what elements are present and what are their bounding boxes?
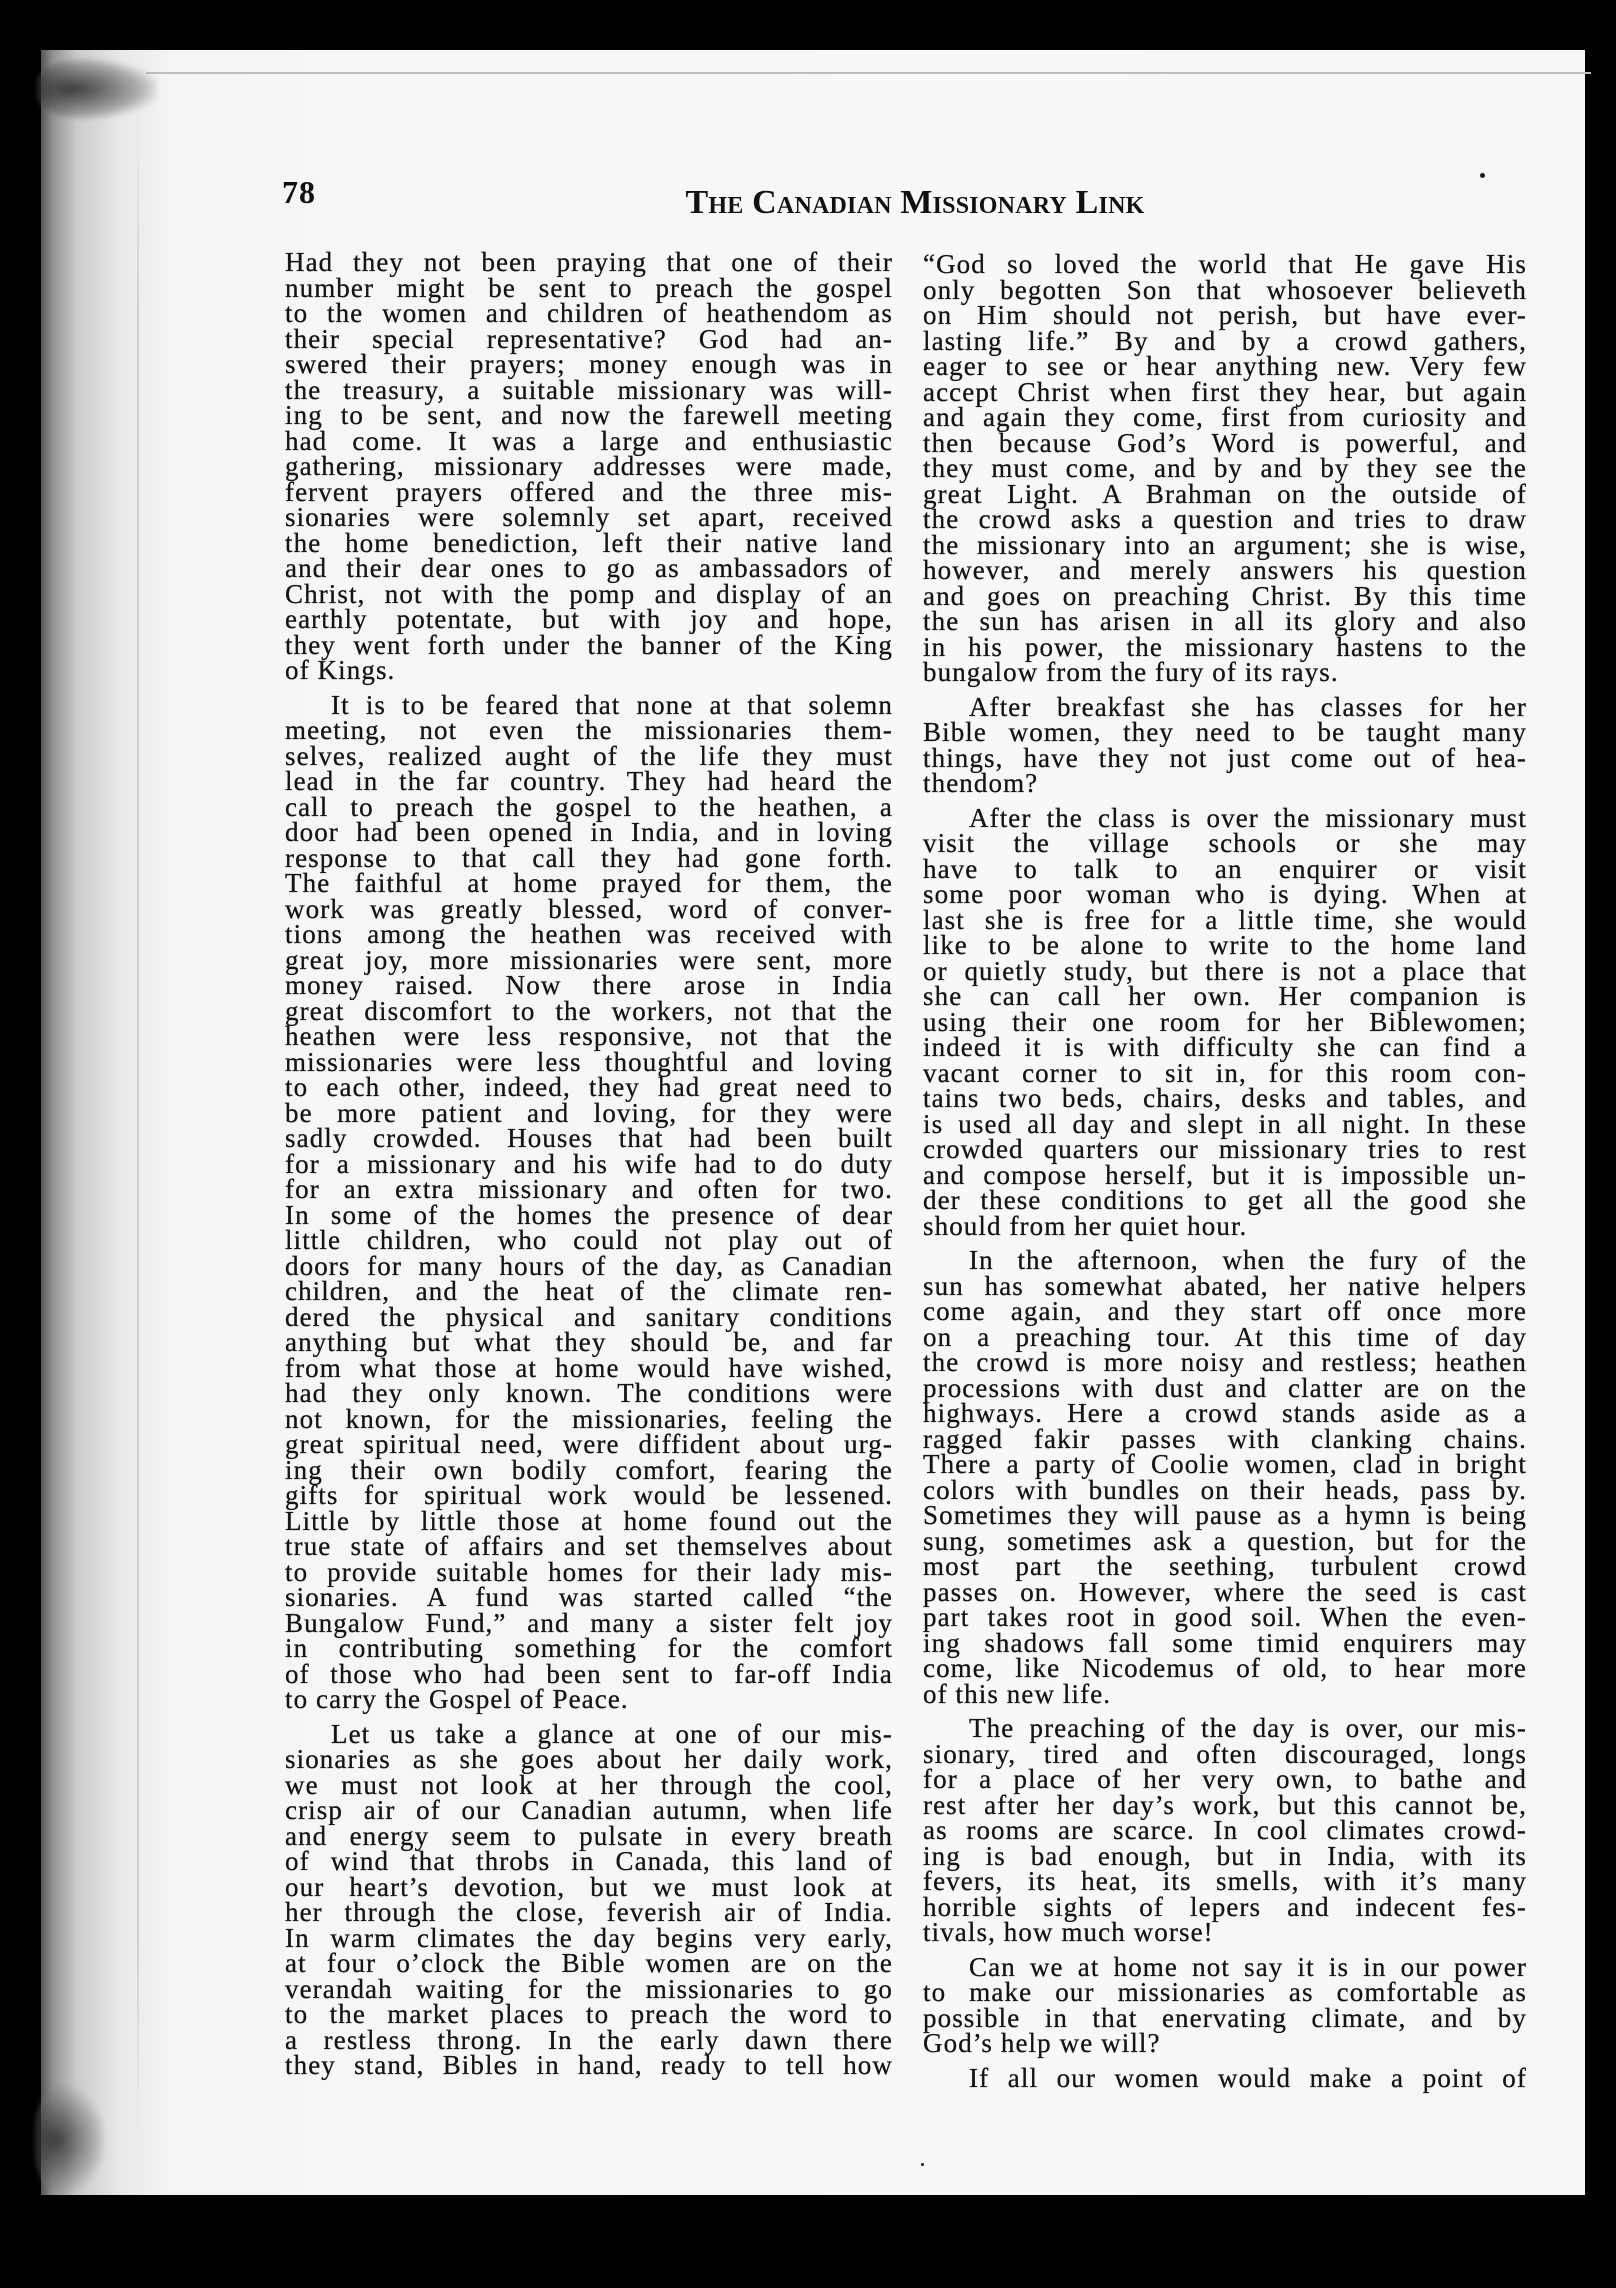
text-line: fervent prayers offered and the three mis- <box>285 476 893 507</box>
paragraph <box>923 1951 1527 2058</box>
text-line: In warm climates the day begins very early, <box>285 1922 893 1953</box>
text-line: true state of affairs and set themselves about <box>285 1531 893 1561</box>
text-line: and again they come, first from curiosity and <box>923 402 1527 432</box>
text-line: she can call her own. Her companion is <box>923 981 1527 1011</box>
text-line: dered the physical and sanitary conditions <box>285 1301 893 1332</box>
text-line: little children, who could not play out of <box>285 1225 893 1255</box>
text-line: money raised. Now there arose in India <box>285 970 893 1000</box>
text-line: sionaries. A fund was started called “the <box>285 1582 893 1612</box>
text-line: In some of the homes the presence of dear <box>285 1199 893 1230</box>
text-line: things, have they not just come out of hea- <box>923 742 1527 773</box>
text-line: anything but what they should be, and far <box>285 1327 893 1357</box>
text-line: indeed it is with difficulty she can find a <box>923 1032 1527 1062</box>
text-line: the missionary into an argument; she is wise, <box>923 529 1527 560</box>
text-line: the crowd asks a question and tries to draw <box>923 504 1527 534</box>
ink-speck <box>921 2163 924 2166</box>
text-line: using their one room for her Biblewomen; <box>923 1006 1527 1037</box>
text-line: be more patient and loving, for they were <box>285 1097 893 1128</box>
running-title: The Canadian Missionary Link <box>685 184 1145 221</box>
text-line: ing to be sent, and now the farewell meeting <box>285 400 893 430</box>
text-line: visit the village schools or she may <box>923 828 1527 858</box>
ink-speck <box>1480 173 1485 178</box>
text-line: children, and the heat of the climate ren- <box>285 1276 893 1306</box>
text-line: not known, for the missionaries, feeling the <box>285 1403 893 1434</box>
text-line: of those who had been sent to far-off India <box>285 1658 893 1689</box>
text-line: to make our missionaries as comfortable as <box>923 1977 1527 2007</box>
text-line: Bungalow Fund,” and many a sister felt joy <box>285 1607 893 1638</box>
text-line: come again, and they start off once more <box>923 1296 1527 1326</box>
text-line: accept Christ when first they hear, but again <box>923 376 1527 407</box>
text-line: of Kings. <box>285 655 396 685</box>
text-line: their special representative? God had an- <box>285 323 893 354</box>
text-line: is used all day and slept in all night. In these <box>923 1108 1527 1139</box>
text-line: eager to see or hear anything new. Very few <box>923 351 1527 381</box>
text-line: The faithful at home prayed for them, the <box>285 868 893 898</box>
text-line: Sometimes they will pause as a hymn is being <box>923 1500 1527 1530</box>
text-line: ing shadows fall some timid enquirers may <box>923 1627 1527 1658</box>
text-line: on Him should not perish, but have ever- <box>923 300 1527 330</box>
text-line: verandah waiting for the missionaries to go <box>285 1973 893 2004</box>
text-line: great spiritual need, were diffident about urg- <box>285 1429 893 1459</box>
text-line: from what those at home would have wished, <box>285 1352 893 1383</box>
text-line: fevers, its heat, its smells, with it’s many <box>923 1866 1527 1896</box>
paragraph <box>923 1245 1527 1709</box>
text-line: the home benediction, left their native land <box>285 527 893 558</box>
text-line: a restless throng. In the early dawn there <box>285 2024 893 2055</box>
text-line: processions with dust and clatter are on the <box>923 1372 1527 1403</box>
text-line: as rooms are scarce. In cool climates crowd- <box>923 1815 1527 1845</box>
text-line: had they only known. The conditions were <box>285 1378 893 1408</box>
text-line: response to that call they had gone forth. <box>285 842 893 873</box>
paragraph <box>285 1718 893 2080</box>
text-line: only begotten Son that whosoever believeth <box>923 274 1527 305</box>
text-line: most part the seething, turbulent crowd <box>923 1551 1527 1581</box>
text-line: great Light. A Brahman on the outside of <box>923 478 1527 509</box>
text-line: thendom? <box>923 768 1039 798</box>
text-line: in his power, the missionary hastens to the <box>923 631 1527 662</box>
text-line: Bible women, they need to be taught many <box>923 717 1527 747</box>
text-line: It is to be feared that none at that solemn <box>331 689 893 720</box>
text-line: last she is free for a little time, she would <box>923 904 1527 935</box>
left-column <box>285 247 893 2080</box>
text-line: number might be sent to preach the gospel <box>285 272 893 303</box>
text-line: however, and merely answers his question <box>923 555 1527 585</box>
text-line: to the market places to preach the word to <box>285 1999 893 2029</box>
text-line: lasting life.” By and by a crowd gathers, <box>923 325 1527 356</box>
text-line: In the afternoon, when the fury of the <box>969 1245 1527 1275</box>
text-line: and energy seem to pulsate in every breath <box>285 1820 893 1851</box>
text-line: or quietly study, but there is not a place that <box>923 955 1527 986</box>
text-line: “God so loved the world that He gave His <box>923 249 1527 279</box>
text-line: crowded quarters our missionary tries to rest <box>923 1134 1527 1164</box>
text-line: God’s help we will? <box>923 2028 1161 2058</box>
text-line: ing their own bodily comfort, fearing the <box>285 1454 893 1485</box>
text-line: sionaries were solemnly set apart, received <box>285 502 893 532</box>
text-line: at four o’clock the Bible women are on the <box>285 1948 893 1978</box>
text-line: tions among the heathen was received with <box>285 919 893 949</box>
paragraph <box>923 802 1527 1241</box>
paragraph <box>285 689 893 1714</box>
text-line: have to talk to an enquirer or visit <box>923 853 1527 884</box>
text-line: There a party of Coolie women, clad in bright <box>923 1449 1527 1479</box>
text-line: selves, realized aught of the life they must <box>285 740 893 771</box>
text-line: to provide suitable homes for their lady mis- <box>285 1556 893 1587</box>
text-line: The preaching of the day is over, our mis- <box>969 1713 1527 1743</box>
text-line: Little by little those at home found out the <box>285 1505 893 1536</box>
text-line: and their dear ones to go as ambassadors of <box>285 553 893 583</box>
text-line: gathering, missionary addresses were made, <box>285 451 893 481</box>
text-line: passes on. However, where the seed is cast <box>923 1576 1527 1607</box>
paragraph <box>923 249 1527 687</box>
text-line: colors with bundles on their heads, pass by. <box>923 1474 1527 1505</box>
text-line: we must not look at her through the cool, <box>285 1769 893 1800</box>
text-line: they went forth under the banner of the King <box>285 629 893 660</box>
text-line: door had been opened in India, and in loving <box>285 817 893 847</box>
text-line: great joy, more missionaries were sent, more <box>285 944 893 975</box>
text-line: our heart’s devotion, but we must look at <box>285 1871 893 1902</box>
text-line: After breakfast she has classes for her <box>969 691 1527 722</box>
text-line: and compose herself, but it is impossible un- <box>923 1159 1527 1190</box>
sheet-edge-line <box>146 72 1591 74</box>
text-line: swered their prayers; money enough was in <box>285 349 893 379</box>
text-line: missionaries were less thoughtful and loving <box>285 1046 893 1077</box>
text-line: heathen were less responsive, not that the <box>285 1021 893 1051</box>
text-line: part takes root in good soil. When the even- <box>923 1602 1527 1632</box>
text-line: then because God’s Word is powerful, and <box>923 427 1527 458</box>
text-line: sung, sometimes ask a question, but for the <box>923 1525 1527 1556</box>
binding-fold <box>137 120 139 2130</box>
text-line: for an extra missionary and often for two. <box>285 1174 893 1204</box>
text-line: doors for many hours of the day, as Canadian <box>285 1250 893 1281</box>
scan-smudge <box>35 2085 105 2195</box>
text-line: should from her quiet hour. <box>923 1210 1248 1241</box>
text-line: bungalow from the fury of its rays. <box>923 657 1339 687</box>
text-line: they stand, Bibles in hand, ready to tell how <box>285 2050 893 2080</box>
text-line: Christ, not with the pomp and display of an <box>285 578 893 609</box>
text-line: her through the close, feverish air of India. <box>285 1897 893 1927</box>
paragraph <box>923 691 1527 798</box>
text-line: der these conditions to get all the good she <box>923 1185 1527 1215</box>
text-line: lead in the far country. They had heard the <box>285 766 893 796</box>
text-line: like to be alone to write to the home land <box>923 930 1527 960</box>
text-line: sadly crowded. Houses that had been built <box>285 1123 893 1153</box>
text-line: come, like Nicodemus of old, to hear more <box>923 1653 1527 1683</box>
text-line: they must come, and by and by they see the <box>923 453 1527 483</box>
text-line: rest after her day’s work, but this cannot be, <box>923 1789 1527 1820</box>
text-line: gifts for spiritual work would be lessened. <box>285 1480 893 1510</box>
text-line: crisp air of our Canadian autumn, when life <box>285 1795 893 1825</box>
paragraph <box>923 1713 1527 1947</box>
text-line: tivals, how much worse! <box>923 1917 1214 1947</box>
text-line: of wind that throbs in Canada, this land of <box>285 1846 893 1876</box>
text-line: Had they not been praying that one of their <box>285 247 893 277</box>
text-line: on a preaching tour. At this time of day <box>923 1321 1527 1352</box>
text-line: for a missionary and his wife had to do duty <box>285 1148 893 1179</box>
text-line: in contributing something for the comfort <box>285 1633 893 1663</box>
page-number: 78 <box>282 174 316 210</box>
scan-smudge <box>37 58 157 120</box>
text-line: great discomfort to the workers, not that the <box>285 995 893 1026</box>
text-line: of this new life. <box>923 1678 1112 1709</box>
text-line: the crowd is more noisy and restless; heathen <box>923 1347 1527 1377</box>
text-line: to carry the Gospel of Peace. <box>285 1684 629 1714</box>
text-line: highways. Here a crowd stands aside as a <box>923 1398 1527 1428</box>
paragraph <box>923 2062 1527 2093</box>
text-line: Can we at home not say it is in our power <box>969 1951 1527 1982</box>
text-line: to each other, indeed, they had great need to <box>285 1072 893 1102</box>
text-line: had come. It was a large and enthusiastic <box>285 425 893 456</box>
text-line: If all our women would make a point of <box>969 2062 1527 2093</box>
text-line: call to preach the gospel to the heathen, a <box>285 791 893 822</box>
text-line: earthly potentate, but with joy and hope, <box>285 604 893 634</box>
text-line: tains two beds, chairs, desks and tables, and <box>923 1083 1527 1113</box>
text-line: sionary, tired and often discouraged, longs <box>923 1738 1527 1769</box>
text-line: possible in that enervating climate, and by <box>923 2002 1527 2033</box>
right-column <box>923 249 1527 2093</box>
text-line: some poor woman who is dying. When at <box>923 879 1527 909</box>
text-line: and goes on preaching Christ. By this time <box>923 580 1527 611</box>
text-line: vacant corner to sit in, for this room con- <box>923 1057 1527 1088</box>
text-line: meeting, not even the missionaries them- <box>285 715 893 745</box>
paragraph <box>285 247 893 685</box>
text-line: to the women and children of heathendom as <box>285 298 893 328</box>
text-line: the treasury, a suitable missionary was will- <box>285 374 893 405</box>
text-line: the sun has arisen in all its glory and also <box>923 606 1527 636</box>
text-line: ragged fakir passes with clanking chains. <box>923 1423 1527 1454</box>
text-line: sun has somewhat abated, her native helpers <box>923 1270 1527 1301</box>
text-line: for a place of her very own, to bathe and <box>923 1764 1527 1794</box>
text-line: horrible sights of lepers and indecent fes- <box>923 1891 1527 1922</box>
text-line: ing is bad enough, but in India, with its <box>923 1840 1527 1871</box>
text-line: After the class is over the missionary must <box>969 802 1527 833</box>
text-line: sionaries as she goes about her daily work, <box>285 1744 893 1774</box>
text-line: work was greatly blessed, word of conver- <box>285 893 893 924</box>
text-line: Let us take a glance at one of our mis- <box>331 1718 893 1749</box>
